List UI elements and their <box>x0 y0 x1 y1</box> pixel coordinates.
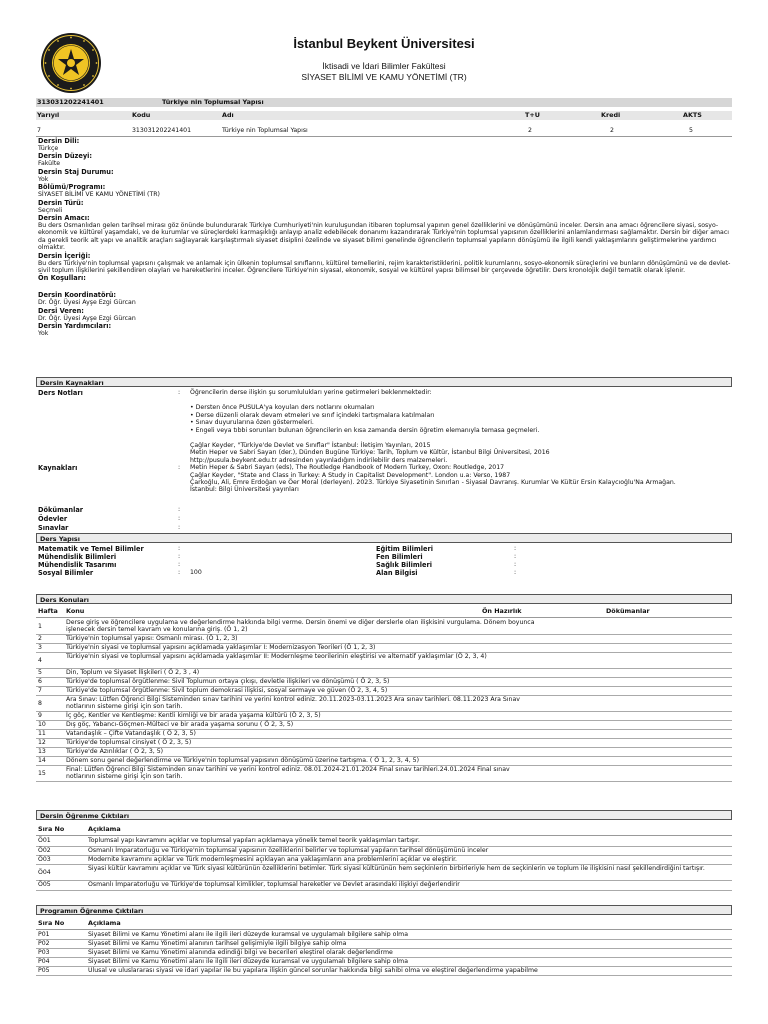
label-dil: Dersin Dili: <box>38 137 80 145</box>
col-aciklama: Açıklama <box>88 919 121 927</box>
list-item <box>36 837 732 847</box>
value-dil: Türkçe <box>38 145 59 152</box>
table-row <box>36 687 732 696</box>
table-row <box>36 766 732 782</box>
row-number: 6 <box>38 678 42 685</box>
bullet-item: • Sınav duyurularına özen göstermeleri. <box>190 419 314 427</box>
row-number: 9 <box>38 712 42 719</box>
col-on-hazirlik: Ön Hazırlık <box>482 607 522 615</box>
table-row <box>36 739 732 748</box>
cell-kodu: 313031202241401 <box>132 127 192 134</box>
colon: : <box>178 389 181 396</box>
course-code: 313031202241401 <box>37 98 104 106</box>
row-number: 2 <box>38 635 42 642</box>
row-number: Ö04 <box>38 868 51 876</box>
faculty-title: İktisadi ve İdari Bilimler Fakültesi <box>322 61 446 71</box>
row-text: Dönem sonu genel değerlendirme ve Türkiye'nin toplumsal yapısının dönüşümü üzerine tartışma. ( Ö 1, 2, 3, 4, 5) <box>66 757 419 764</box>
program-title: SİYASET BİLİMİ VE KAMU YÖNETİMİ (TR) <box>301 72 467 82</box>
cell-yariyil: 7 <box>37 127 41 134</box>
col-akts: AKTS <box>683 111 702 119</box>
row-text: Türkiye'nin siyasi ve toplumsal yapısını açıklamada yaklaşımlar I: Modernizasyon Teorileri (Ö 1, 2, 3) <box>66 644 376 651</box>
label-onkosul: Ön Koşulları: <box>38 274 86 283</box>
value-icerik: Bu ders Türkiye'nin toplumsal yapısını çalışmak ve anlamak için ülkenin toplumsal sınıflarını, kültürel temellerini, rejim karakteristiklerini, politik kurumlarını, sosyo-ekonomik süreçlerini ve bunların dönüşümünü ve de devlet-sivil toplum ilişkilerini şekillendiren olaylan ve hareketlerini inceler. Öğrencilere Türkiye'nin siyasal, ekonomik, sosyal ve kültürel yapısı bilimsel bir çerçevede öğretilir. Ders kronolojik değil tematik olarak işlenir. <box>38 259 731 275</box>
row-number: 14 <box>38 757 46 764</box>
yapi-label: Mühendislik Bilimleri <box>38 553 117 561</box>
konular-header <box>36 607 732 618</box>
yapi-label: Alan Bilgisi <box>376 569 418 577</box>
list-item <box>36 856 732 865</box>
row-number: 4 <box>38 656 42 664</box>
col-sira-no: Sıra No <box>38 825 65 833</box>
row-text: Final: Lütfen Öğrenci Bilgi Sisteminden sınav tarihini ve yerini kontrol ediniz. 08.01.2024-21.01.2024 Final sınav tarihleri.24.01.2024 Final sınav notlarının sisteme girişi için son tarih. <box>66 766 510 781</box>
list-item <box>36 847 732 856</box>
row-number: P01 <box>38 931 50 938</box>
course-table-row <box>36 125 732 137</box>
label-amac: Dersin Amacı: <box>38 214 90 223</box>
list-item <box>36 940 732 949</box>
value-koordinator: Dr. Öğr. Üyesi Ayşe Ezgi Gürcan <box>38 299 136 307</box>
section-ogrenme-ciktilari: Dersin Öğrenme Çıktıları <box>36 810 732 820</box>
col-kredi: Kredi <box>601 111 621 119</box>
yapi-label: Mühendislik Tasarımı <box>38 561 117 569</box>
table-row <box>36 669 732 678</box>
colon: : <box>178 464 181 471</box>
col-yariyil: Yarıyıl <box>37 111 60 119</box>
section-program-ciktilari: Programın Öğrenme Çıktıları <box>36 905 732 915</box>
col-tu: T+U <box>525 111 540 119</box>
row-text: Türkiye'de toplumsal örgütlenme: Sivil toplum demokrasi ilişkisi, sosyal sermaye ve güven (Ö 2, 3, 4, 5) <box>66 687 388 694</box>
colon: : <box>178 506 181 513</box>
list-item <box>36 881 732 891</box>
kaynak-line: http://pusula.beykent.edu.tr adresinden yayınladığım indirilebilir ders malzemeleri. <box>190 456 448 464</box>
row-text: Türkiye'nin toplumsal yapısı: Osmanlı mirası. (Ö 1, 2, 3) <box>66 635 238 642</box>
value-tur: Seçmeli <box>38 206 63 214</box>
bullet-item: • Derse düzenli olarak devam etmeleri ve sınıf içindeki tartışmalara katılmaları <box>190 411 435 419</box>
row-text: Türkiye'nin siyasi ve toplumsal yapısını açıklamada yaklaşımlar II: Modernleşme teorilerinin eleştirisi ve alternatif yaklaşımlar (Ö 2, 3, 4) <box>66 653 487 660</box>
list-item <box>36 949 732 958</box>
label-ders-notlari: Ders Notları <box>38 389 83 397</box>
label-koordinator: Dersin Koordinatörü: <box>38 291 117 300</box>
table-row <box>36 619 732 635</box>
ders-yapisi-body: Matematik ve Temel Bilimler Mühendislik Bilimleri Mühendislik Tasarımı Sosyal Bilimler : : : : 100 Eğitim Bilimleri Fen Bilimleri Sağlık Bilimleri Alan Bilgisi : : : : <box>38 545 517 577</box>
kaynaklar-body <box>38 389 732 533</box>
value-duzey: Fakülte <box>38 160 61 168</box>
row-number: Ö01 <box>38 837 51 844</box>
label-sinavlar: Sınavlar <box>38 524 69 532</box>
row-text: Ara Sınav: Lütfen Öğrenci Bilgi Sisteminden sınav tarihini ve yerini kontrol ediniz. 20.11.2023-03.11.2023 Ara sınav tarihleri. 08.11.2023 Ara Sınav notlarının sisteme girişi için son tarih. <box>66 696 520 711</box>
row-number: P05 <box>38 967 50 974</box>
course-table-header <box>36 111 732 120</box>
row-number: Ö05 <box>38 881 51 888</box>
cell-akts: 5 <box>689 127 693 134</box>
table-row <box>36 644 732 653</box>
col-kodu: Kodu <box>132 111 151 119</box>
kaynak-line: Çarkoğlu, Ali, Emre Erdoğan ve Öer Moral (derleyen). 2023. Türkiye Siyasetinin Sınırları - Siyasal Davranış. Kurumlar Ve Kültür Ersin Kalaycıoğlu'Na Armağan. <box>190 479 676 487</box>
label-odevler: Ödevler <box>38 515 68 523</box>
row-number: Ö02 <box>38 847 51 854</box>
kaynak-line: Metin Heper & Sabri Sayarı (eds), The Routledge Handbook of Modern Turkey, Oxon: Routledge, 2017 <box>190 464 505 472</box>
row-number: Ö03 <box>38 856 51 863</box>
row-text: Ulusal ve uluslararası siyasi ve idari yapılar ile bu yapılara ilişkin güncel sorunlar hakkında bilgi sahibi olma ve eleştirel değerlendirme yapabilme <box>88 967 538 974</box>
table-row <box>36 653 732 669</box>
section-ders-yapisi: Ders Yapısı <box>36 533 732 543</box>
dokumanlar-row <box>38 506 732 515</box>
row-text: Osmanlı İmparatorluğu ve Türkiye'nin toplumsal yapısının özelliklerini belirler ve toplumsal yapıların tarihsel dönüşümünü inceler <box>88 847 489 854</box>
colon: : <box>178 524 181 531</box>
course-code-bar <box>36 98 732 107</box>
table-row <box>36 730 732 739</box>
yapi-value-sosyal: 100 <box>190 569 202 576</box>
university-title: İstanbul Beykent Üniversitesi <box>293 36 475 51</box>
label-dokumanlar: Dökümanlar <box>38 506 84 514</box>
row-text: Türkiye'de toplumsal örgütlenme: Sivil Toplumun ortaya çıkışı, devletle ilişkileri ve dönüşümü ( Ö 2, 3, 5) <box>66 678 390 685</box>
row-text: Siyaset Bilimi ve Kamu Yönetimi alanı ile ilgili ileri düzeyde kuramsal ve uygulamalı bilgilere sahip olma <box>88 931 408 938</box>
label-bolum: Bölümü/Programı: <box>38 183 106 192</box>
value-yardimci: Yok <box>38 330 49 338</box>
section-kaynaklar: Dersin Kaynakları <box>36 377 732 387</box>
cell-tu: 2 <box>528 127 532 134</box>
list-item <box>36 958 732 967</box>
section-ders-konulari: Ders Konuları <box>36 594 732 604</box>
value-veren: Dr. Öğr. Üyesi Ayşe Ezgi Gürcan <box>38 314 136 322</box>
value-amac: Bu ders Osmanlıdan gelen tarihsel mirası göz önünde bulundurarak Türkiye Cumhuriyeti'nin kuruluşundan itibaren toplumsal yapının genel özelliklerini ve dönüşümünü inceler. Dersin ana amacı öğrencilere siyasi, sosyo-ekonomik ve kültürel yaşamdaki, ve de kurumlar ve süreçlerdeki karmaşıklığı anlayıp analiz edebilecek donanımı kazandırarak Türkiye'nin toplumsal yapısının özelliklerini anlamlandırması sağlamaktır. Dersin bir diğer amacı da gerekli teorik alt yapı ve analitik araçları sağlayarak karşılaştırmalı siyaset disiplini özelinde ve siyaset bilimi genelinde öğrencilerin toplumsal yapıların dönüşümü ile ilgili kendi yaklaşımlarını geliştirmelerine yardımcı olmaktır. <box>38 222 729 252</box>
row-text: Türkiye'de toplumsal cinsiyet ( Ö 2, 3, 5) <box>66 739 192 746</box>
row-number: 13 <box>38 748 46 755</box>
col-konu: Konu <box>66 607 85 615</box>
label-tur: Dersin Türü: <box>38 198 84 207</box>
course-info <box>38 137 732 338</box>
row-text: Siyaset Bilimi ve Kamu Yönetimi alanı ile ilgili ileri düzeyde kuramsal ve uygulamalı bilgilere sahip olma <box>88 958 408 965</box>
label-veren: Dersi Veren: <box>38 306 84 315</box>
table-row <box>36 712 732 721</box>
table-row <box>36 757 732 766</box>
row-number: 7 <box>38 687 42 694</box>
row-text: İç göç, Kentler ve Kentleşme: Kentli kimliği ve bir arada yaşama kültürü (Ö 2, 3, 5) <box>66 712 321 719</box>
cell-kredi: 2 <box>610 127 614 134</box>
yapi-label: Eğitim Bilimleri <box>376 545 433 553</box>
col-adi: Adı <box>222 111 234 119</box>
row-number: P03 <box>38 949 50 956</box>
label-staj: Dersin Staj Durumu: <box>38 167 114 176</box>
row-number: 5 <box>38 669 42 676</box>
kaynaklari-row <box>38 442 732 500</box>
label-duzey: Dersin Düzeyi: <box>38 152 93 161</box>
yapi-label: Sosyal Bilimler <box>38 569 94 577</box>
value-staj: Yok <box>38 175 49 183</box>
course-name: Türkiye nin Toplumsal Yapısı <box>162 98 264 106</box>
list-item <box>36 967 732 976</box>
row-text: Siyaset Bilimi ve Kamu Yönetimi alanının tarihsel gelişimiyle ilgili bilgiye sahip olma <box>88 940 347 947</box>
label-icerik: Dersin İçeriği: <box>38 251 91 260</box>
row-text: Derse giriş ve öğrencilere uygulama ve değerlendirme hakkında bilgi verme. Dersin önemi ve diğer derslerle olan ilişkisini vurgulama. Dönem boyunca işlenecek dersin temel kavram ve konularına giriş. (Ö 1, 2) <box>66 619 535 634</box>
row-number: 1 <box>38 622 42 630</box>
ogrenme-header <box>36 825 732 836</box>
row-number: 3 <box>38 644 42 651</box>
value-bolum: SİYASET BİLİMİ VE KAMU YÖNETİMİ (TR) <box>38 191 160 199</box>
col-aciklama: Açıklama <box>88 825 121 833</box>
col-dokumanlar: Dökümanlar <box>606 607 650 615</box>
program-header <box>36 919 732 930</box>
label-yardimci: Dersin Yardımcıları: <box>38 322 112 331</box>
row-number: P04 <box>38 958 50 965</box>
row-text: Din, Toplum ve Siyaset İlişkileri ( Ö 2, 3 , 4) <box>66 669 200 676</box>
yapi-label: Matematik ve Temel Bilimler <box>38 545 144 553</box>
kaynak-line: İstanbul: Bilgi Üniversitesi yayınları <box>190 486 299 494</box>
table-row <box>36 635 732 644</box>
row-number: 10 <box>38 721 46 728</box>
row-number: 12 <box>38 739 46 746</box>
label-kaynaklari: Kaynakları <box>38 464 78 472</box>
row-number: P02 <box>38 940 50 947</box>
list-item <box>36 865 732 881</box>
row-text: Türkiye'de Azınlıklar ( Ö 2, 3, 5) <box>66 748 164 755</box>
ders-notlari-row <box>38 389 732 437</box>
kaynak-line: Çağlar Keyder, "State and Class in Turkey: A Study in Capitalist Development". London u.a: Verso, 1987 <box>190 471 511 479</box>
bullet-item: • Dersten önce PUSULA'ya koyulan ders notlarını okumaları <box>190 404 375 412</box>
col-sira-no: Sıra No <box>38 919 65 927</box>
kaynak-line: Çağlar Keyder, "Türkiye'de Devlet ve Sınıflar" İstanbul: İletişim Yayınları, 2015 <box>190 442 431 449</box>
row-text: Siyasi kültür kavramını açıklar ve Türk siyasi kültürünün özelliklerini betimler. Türk siyasi kültürünün hem seçkinlerin birbirleriyle hem de seçkinlerin ve toplum ile ilişkisini nasıl şekillendirdiğini tartışır. <box>88 865 705 872</box>
row-number: 8 <box>38 699 42 707</box>
colon: : <box>178 515 181 522</box>
row-text: Siyaset Bilimi ve Kamu Yönetimi alanında edindiği bilgi ve becerileri eleştirel olarak değerlendirme <box>88 949 393 956</box>
yapi-label: Fen Bilimleri <box>376 553 423 561</box>
row-number: 15 <box>38 769 46 777</box>
row-text: Osmanlı İmparatorluğu ve Türkiye'de toplumsal kimlikler, toplumsal hareketler ve Devlet arasındaki ilişkiyi değerlendirir <box>88 881 460 888</box>
row-text: Modernite kavramını açıklar ve Türk modernleşmesini açıklayan ana yaklaşımların ana problemlerini açıklar ve eleştirir. <box>88 856 458 863</box>
cell-adi: Türkiye nin Toplumsal Yapısı <box>222 127 308 134</box>
row-text: Dış göç, Yabancı-Göçmen-Mülteci ve bir arada yaşama sorunu ( Ö 2, 3, 5) <box>66 721 294 728</box>
ders-notlari-intro: Öğrencilerin derse ilişkin şu sorumlulukları yerine getirmeleri beklenmektedir: <box>190 389 432 396</box>
sinavlar-row <box>38 524 732 533</box>
row-text: Vatandaşlık – Çifte Vatandaşlık ( Ö 2, 3, 5) <box>66 730 196 737</box>
row-number: 11 <box>38 730 46 737</box>
odevler-row <box>38 515 732 524</box>
list-item <box>36 931 732 940</box>
table-row <box>36 678 732 687</box>
bullet-item: • Engeli veya tıbbi sorunları bulunan öğrencilerin en kısa zamanda dersin öğretim elemanıyla temasa geçmeleri. <box>190 426 540 434</box>
table-row <box>36 748 732 757</box>
yapi-label: Sağlık Bilimleri <box>376 561 433 569</box>
table-row <box>36 721 732 730</box>
col-hafta: Hafta <box>38 607 58 615</box>
row-text: Toplumsal yapı kavramını açıklar ve toplumsal yapıları açıklamaya yönelik temel teorik yaklaşımları tartışır. <box>88 837 420 844</box>
table-row <box>36 696 732 712</box>
kaynak-line: Metin Heper ve Sabri Sayarı (der.), Dünden Bugüne Türkiye: Tarih, Toplum ve Kültür, İstanbul Bilgi Üniversitesi, 2016 <box>190 449 550 457</box>
